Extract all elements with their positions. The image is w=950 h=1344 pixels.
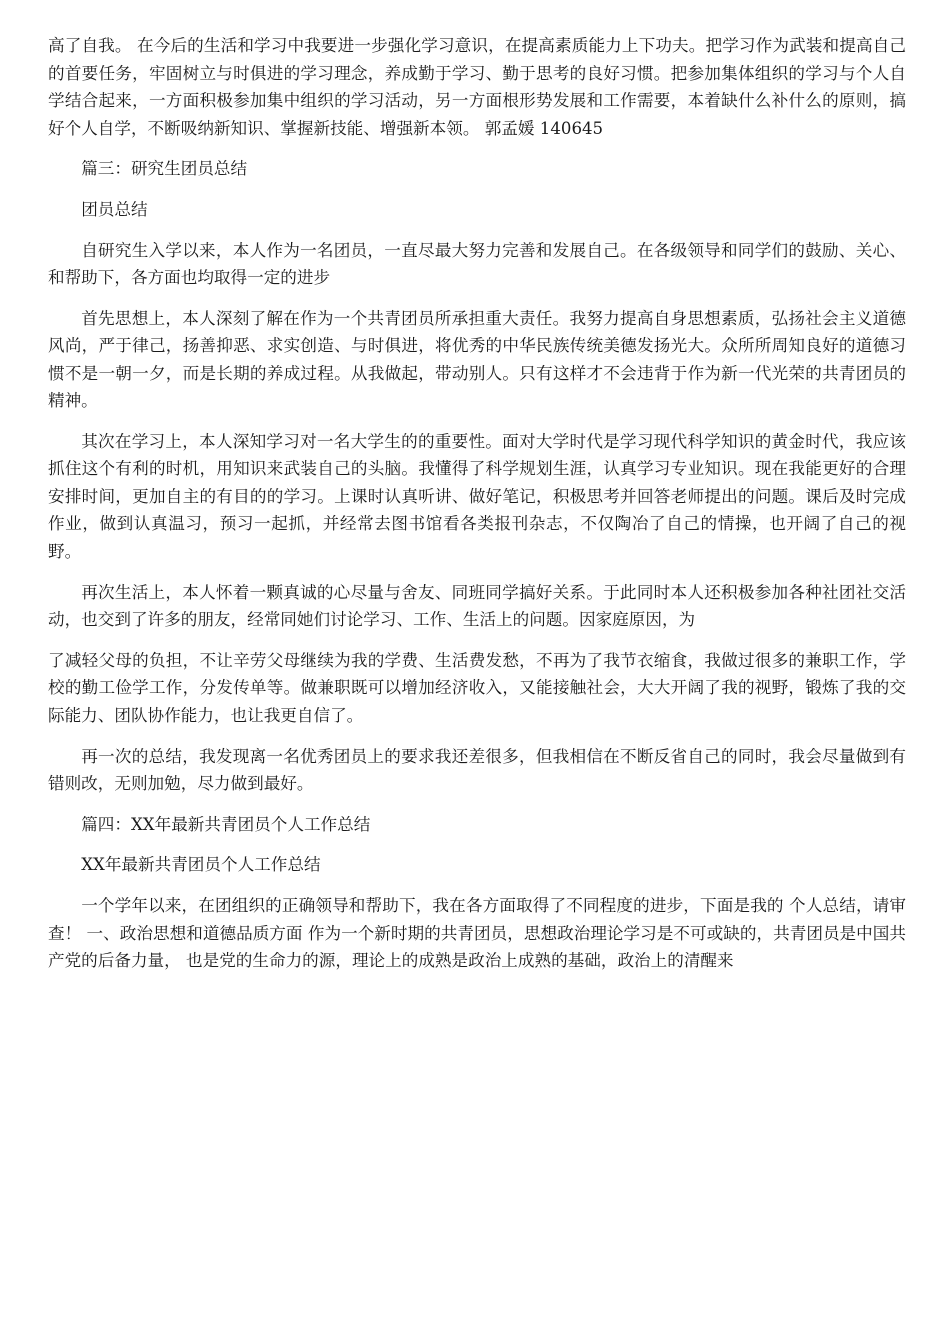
paragraph-continuation: 高了自我。 在今后的生活和学习中我要进一步强化学习意识，在提高素质能力上下功夫。把学习作为武装和提高自己的首要任务，牢固树立与时俱进的学习理念，养成勤于学习、勤于思考的良好习惯。把参加集体组织的学习与个人自学结合起来，一方面积极参加集中组织的学习活动，另一方面根形势发展和工作需要，本着缺什么补什么的原则，搞好个人自学，不断吸纳新知识、掌握新技能、增强新本领。 郭孟媛 140645 (48, 36, 906, 138)
paragraph-study: 其次在学习上，本人深知学习对一名大学生的的重要性。面对大学时代是学习现代科学知识的黄金时代，我应该抓住这个有利的时机，用知识来武装自己的头脑。我懂得了科学规划生涯，认真学习专业知识。现在我能更好的合理安排时间，更加自主的有目的的学习。上课时认真听讲、做好笔记，积极思考并回答老师提出的问题。课后及时完成作业，做到认真温习，预习一起抓，并经常去图书馆看各类报刊杂志，不仅陶冶了自己的情操，也开阔了自己的视野。 (48, 431, 906, 561)
section-heading-part4: 篇四：XX年最新共青团员个人工作总结 (81, 814, 371, 834)
paragraph-annual-summary: 一个学年以来，在团组织的正确领导和帮助下，我在各方面取得了不同程度的进步，下面是我的 个人总结，请审查！ 一、政治思想和道德品质方面 作为一个新时期的共青团员，思想政治理论学习是不可或缺的，共青团员是中国共产党的后备力量， 也是党的生命力的源，理论上的成熟是政治上成熟的基础，政治上的清醒来 (48, 896, 906, 971)
document-page (48, 32, 906, 988)
section-heading-part3: 篇三：研究生团员总结 (81, 159, 248, 179)
paragraph-intro: 自研究生入学以来，本人作为一名团员，一直尽最大努力完善和发展自己。在各级领导和同学们的鼓励、关心、和帮助下，各方面也均取得一定的进步 (48, 240, 906, 288)
section-subtitle-work-summary: XX年最新共青团员个人工作总结 (81, 855, 321, 875)
paragraph-ideology: 首先思想上，本人深刻了解在作为一个共青团员所承担重大责任。我努力提高自身思想素质，弘扬社会主义道德风尚，严于律己，扬善抑恶、求实创造、与时俱进，将优秀的中华民族传统美德发扬光大。众所所周知良好的道德习惯不是一朝一夕，而是长期的养成过程。从我做起，带动别人。只有这样才不会违背于作为新一代光荣的共青团员的精神。 (48, 308, 906, 411)
section-subtitle-member-summary: 团员总结 (81, 199, 148, 219)
paragraph-part-time-work: 了减轻父母的负担，不让辛劳父母继续为我的学费、生活费发愁，不再为了我节衣缩食，我做过很多的兼职工作，学校的勤工俭学工作，分发传单等。做兼职既可以增加经济收入，又能接触社会，大大开阔了我的视野，锻炼了我的交际能力、团队协作能力，也让我更自信了。 (48, 650, 906, 725)
paragraph-life: 再次生活上，本人怀着一颗真诚的心尽量与舍友、同班同学搞好关系。于此同时本人还积极参加各种社团社交活动，也交到了许多的朋友，经常同她们讨论学习、工作、生活上的问题。因家庭原因，为 (48, 582, 906, 630)
paragraph-conclusion: 再一次的总结，我发现离一名优秀团员上的要求我还差很多，但我相信在不断反省自己的同时，我会尽量做到有错则改，无则加勉，尽力做到最好。 (48, 746, 906, 793)
